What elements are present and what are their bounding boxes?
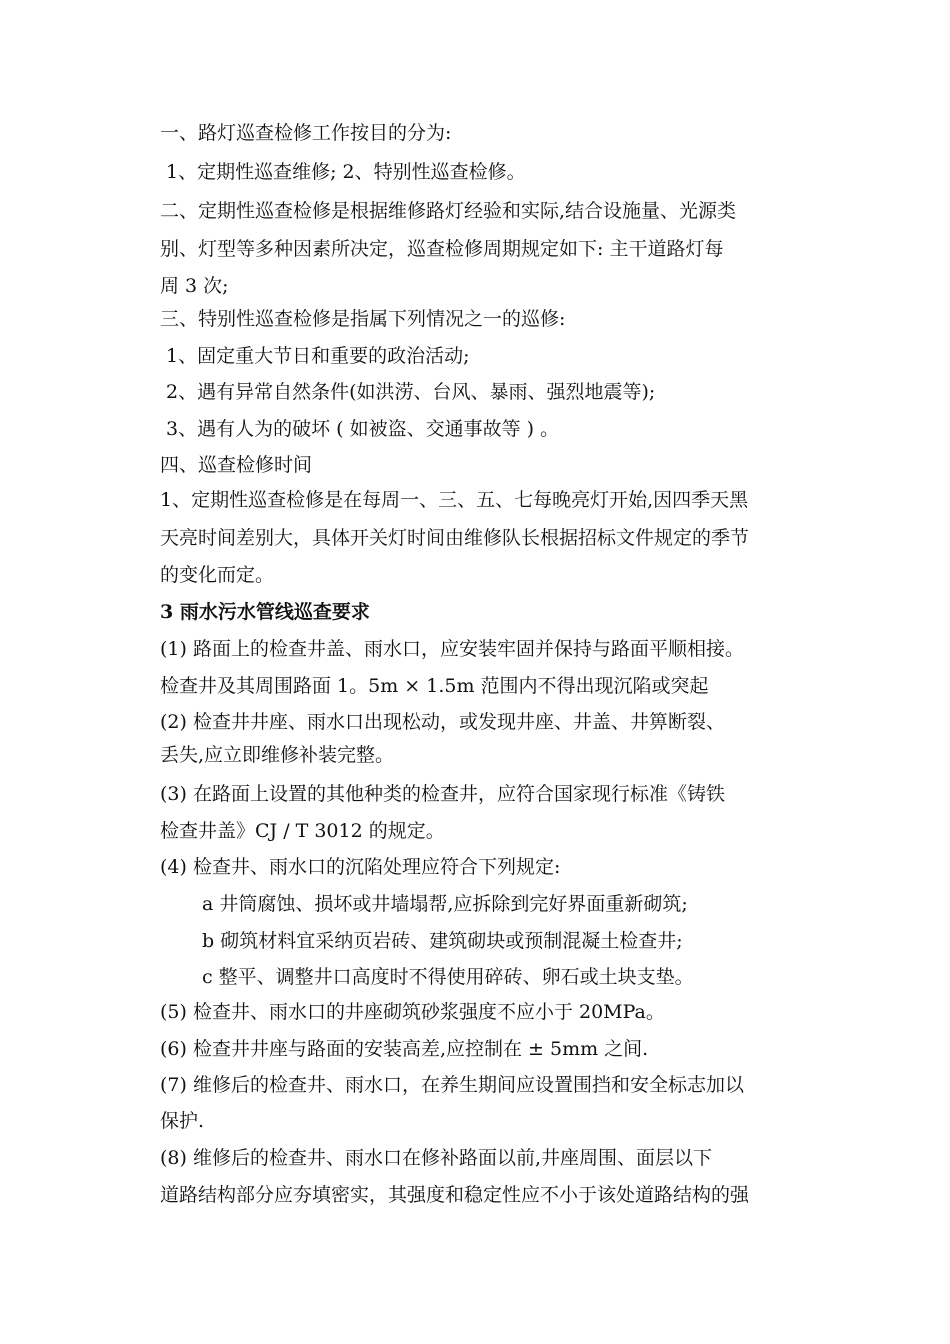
text-line: 一、路灯巡查检修工作按目的分为: xyxy=(160,122,452,144)
text-line: 保护. xyxy=(160,1110,205,1132)
text-line: 三、特别性巡查检修是指属下列情况之一的巡修: xyxy=(160,308,566,330)
text-line: 检查井及其周围路面 1。5m × 1.5m 范围内不得出现沉陷或突起 xyxy=(160,675,709,697)
text-line: 丢失,应立即维修补装完整。 xyxy=(160,744,395,766)
text-line: 1、固定重大节日和重要的政治活动; xyxy=(166,345,470,367)
text-line: (4) 检查井、雨水口的沉陷处理应符合下列规定: xyxy=(160,856,561,878)
text-line: (1) 路面上的检查井盖、雨水口，应安装牢固并保持与路面平顺相接。 xyxy=(160,638,744,660)
text-line: 的变化而定。 xyxy=(160,564,275,586)
text-line: (8) 维修后的检查井、雨水口在修补路面以前,井座周围、面层以下 xyxy=(160,1147,712,1169)
section-heading: 3 雨水污水管线巡查要求 xyxy=(160,601,370,623)
text-line: 3、遇有人为的破坏 ( 如被盗、交通事故等 ) 。 xyxy=(166,418,560,440)
text-line: 二、定期性巡查检修是根据维修路灯经验和实际,结合设施量、光源类 xyxy=(160,200,737,222)
text-line: 1、定期性巡查检修是在每周一、三、五、七每晚亮灯开始,因四季天黑 xyxy=(160,489,749,511)
text-line: (7) 维修后的检查井、雨水口，在养生期间应设置围挡和安全标志加以 xyxy=(160,1074,744,1096)
text-line: (6) 检查井井座与路面的安装高差,应控制在 ± 5mm 之间. xyxy=(160,1038,649,1060)
text-line: 四、巡查检修时间 xyxy=(160,454,313,476)
text-line: (3) 在路面上设置的其他种类的检查井，应符合国家现行标准《铸铁 xyxy=(160,783,725,805)
text-line: 道路结构部分应夯填密实，其强度和稳定性应不小于该处道路结构的强 xyxy=(160,1184,750,1206)
text-line: 周 3 次; xyxy=(160,275,229,297)
text-line: 别、灯型等多种因素所决定，巡查检修周期规定如下: 主干道路灯每 xyxy=(160,238,724,260)
text-line: 2、遇有异常自然条件(如洪涝、台风、暴雨、强烈地震等); xyxy=(166,381,656,403)
text-line: 天亮时间差别大，具体开关灯时间由维修队长根据招标文件规定的季节 xyxy=(160,527,750,549)
text-line: (5) 检查井、雨水口的井座砌筑砂浆强度不应小于 20MPa。 xyxy=(160,1001,665,1023)
text-line: b 砌筑材料宜采纳页岩砖、建筑砌块或预制混凝土检查井; xyxy=(202,930,683,952)
text-line: (2) 检查井井座、雨水口出现松动，或发现井座、井盖、井箅断裂、 xyxy=(160,711,725,733)
text-line: a 井筒腐蚀、损坏或井墙塌帮,应拆除到完好界面重新砌筑; xyxy=(202,893,688,915)
text-line: c 整平、调整井口高度时不得使用碎砖、卵石或土块支垫。 xyxy=(202,966,694,988)
text-line: 1、定期性巡查维修; 2、特别性巡查检修。 xyxy=(166,161,526,183)
text-line: 检查井盖》CJ / T 3012 的规定。 xyxy=(160,820,445,842)
